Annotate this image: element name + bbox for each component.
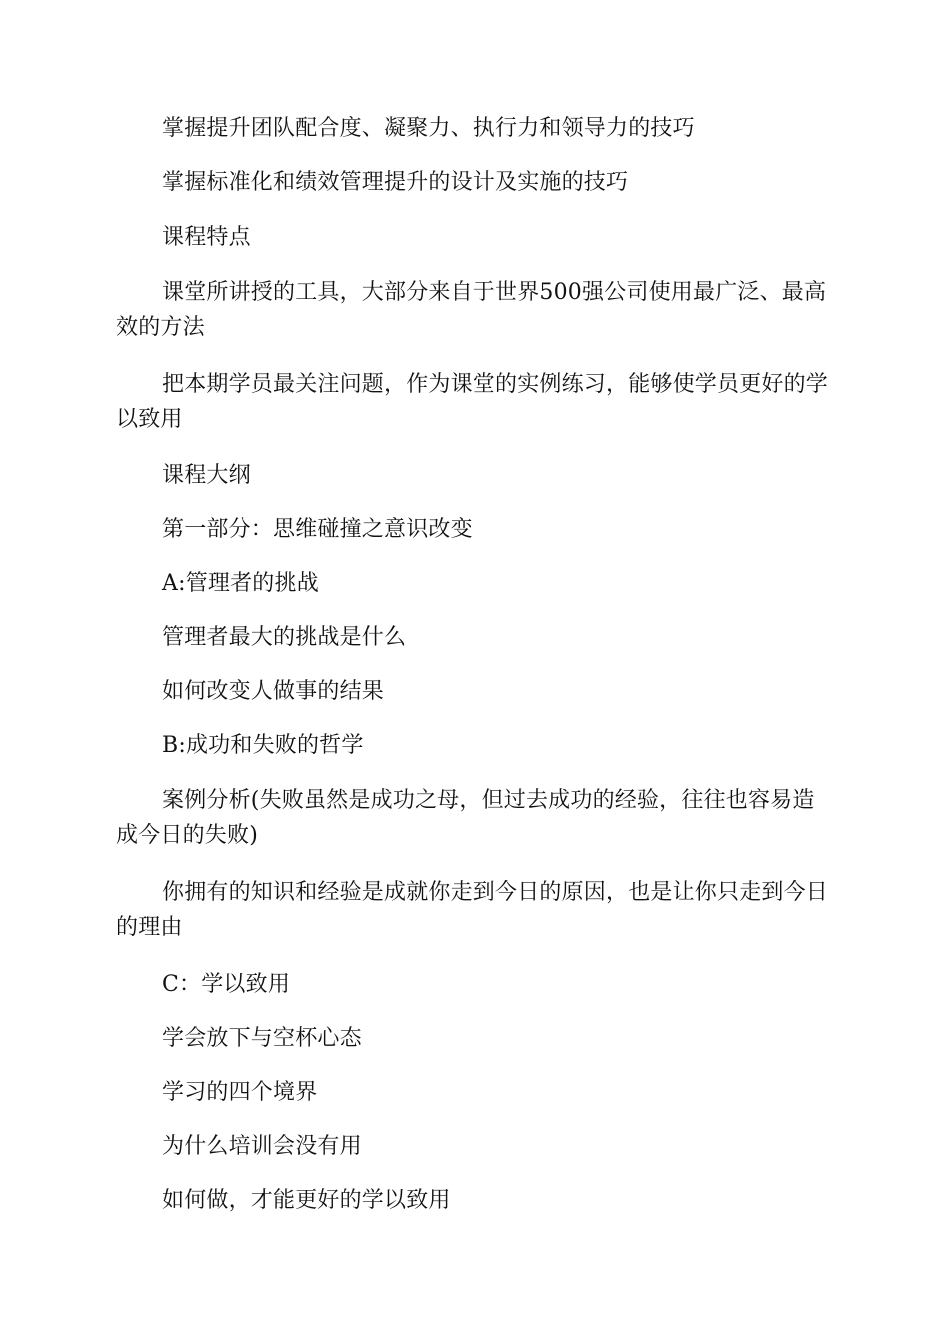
- list-item: 学习的四个境界: [162, 1080, 318, 1105]
- heading-course-features: 课程特点: [162, 225, 251, 250]
- paragraph-goal-standardization: 掌握标准化和绩效管理提升的设计及实施的技巧: [162, 170, 629, 195]
- paragraph-feature-tools: 课堂所讲授的工具，大部分来自于世界500强公司使用最广泛、最高效的方法: [116, 280, 827, 340]
- subheading-section-c: C：学以致用: [162, 972, 291, 997]
- list-item: 管理者最大的挑战是什么: [162, 625, 407, 650]
- paragraph-case-analysis: 案例分析(失败虽然是成功之母，但过去成功的经验，往往也容易造成今日的失败): [116, 788, 815, 848]
- paragraph-feature-practice: 把本期学员最关注问题，作为课堂的实例练习，能够使学员更好的学以致用: [116, 372, 829, 432]
- list-item: 如何做，才能更好的学以致用: [162, 1188, 451, 1213]
- paragraph-knowledge-experience: 你拥有的知识和经验是成就你走到今日的原因，也是让你只走到今日的理由: [116, 880, 829, 940]
- paragraph-goal-teamwork: 掌握提升团队配合度、凝聚力、执行力和领导力的技巧: [162, 116, 695, 141]
- list-item: 学会放下与空杯心态: [162, 1026, 362, 1051]
- list-item: 为什么培训会没有用: [162, 1134, 362, 1159]
- heading-part-one: 第一部分：思维碰撞之意识改变: [162, 517, 473, 542]
- heading-course-outline: 课程大纲: [162, 463, 251, 488]
- list-item: 如何改变人做事的结果: [162, 679, 385, 704]
- subheading-section-a: A:管理者的挑战: [162, 571, 319, 596]
- subheading-section-b: B:成功和失败的哲学: [162, 733, 364, 758]
